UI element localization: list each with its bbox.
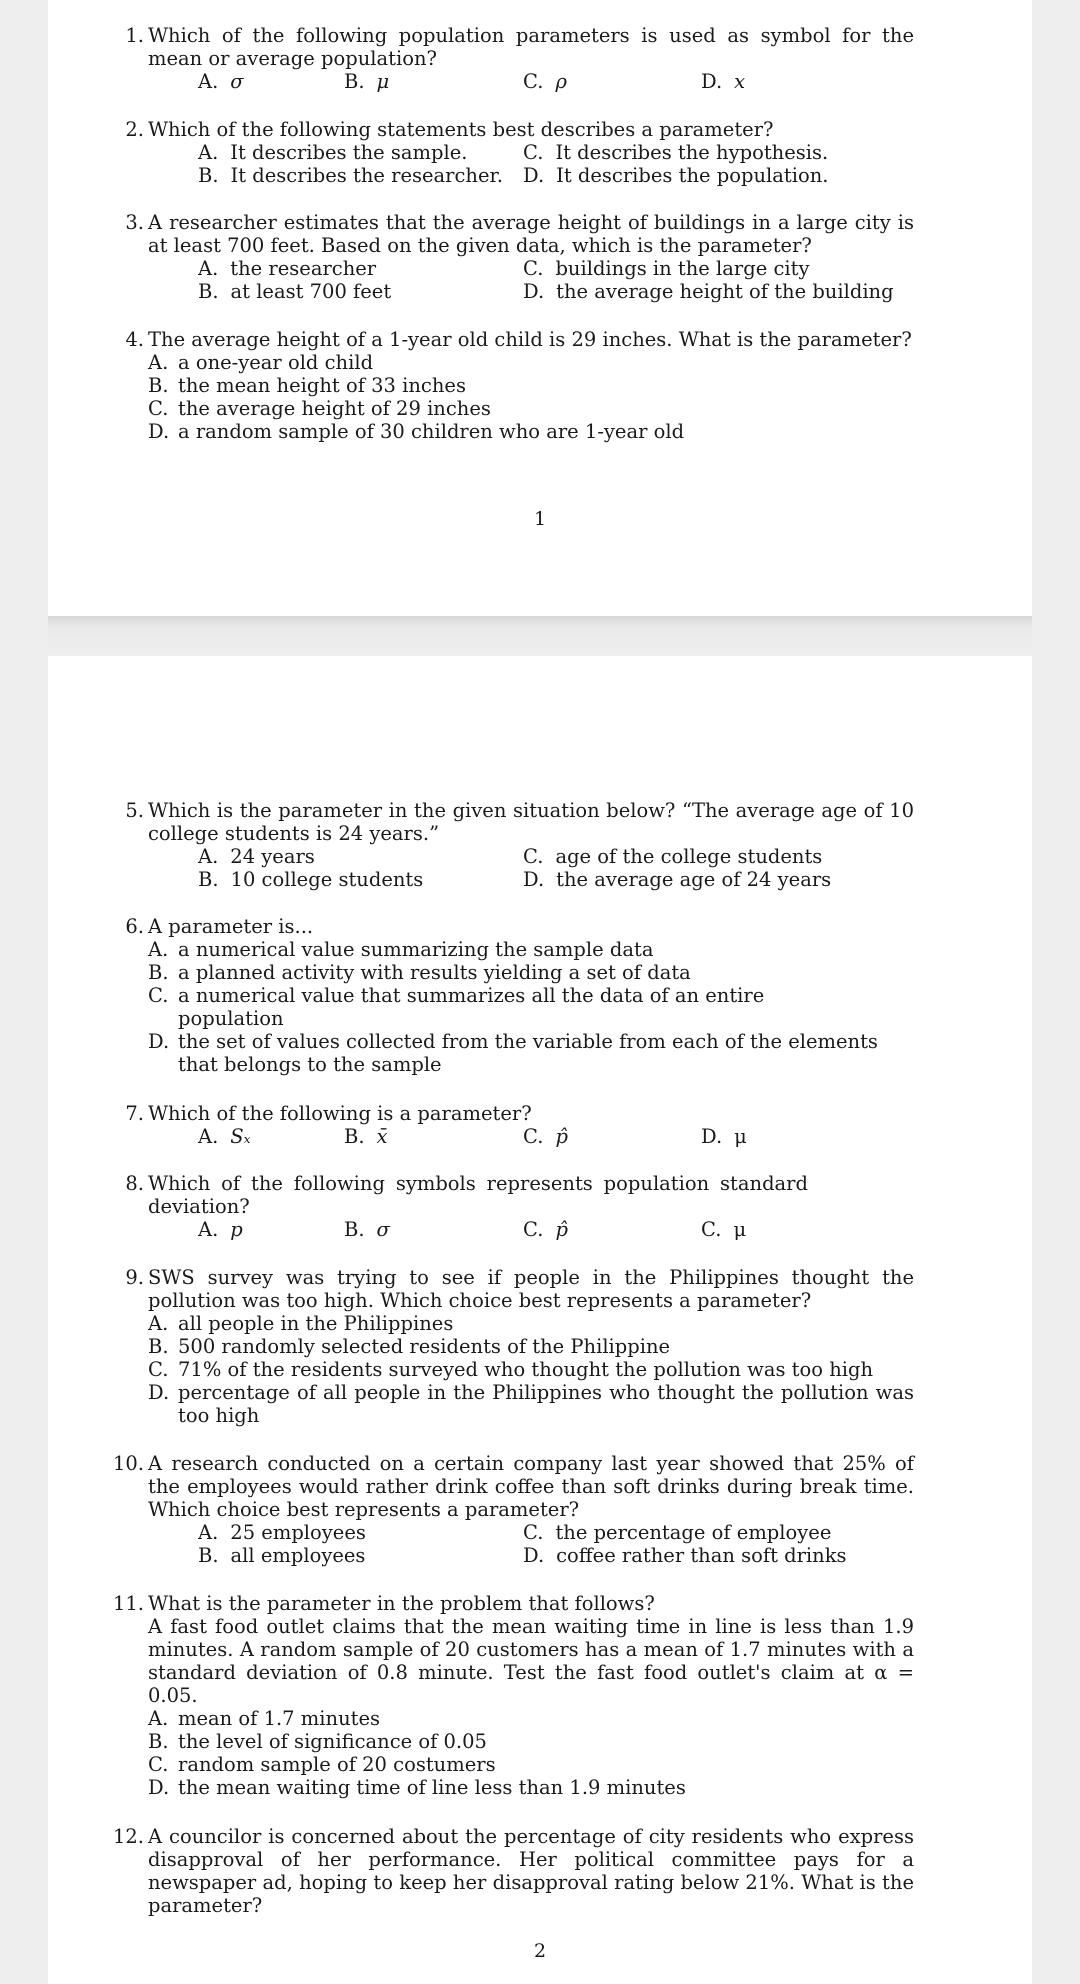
question-7: [125, 1102, 914, 1148]
option-row: [148, 868, 914, 891]
option-c[interactable]: C. 71% of the residents surveyed who thought the pollution was too high: [148, 1358, 874, 1381]
option-d[interactable]: D. percentage of all people in the Philippines who thought the pollution was too high: [148, 1381, 914, 1427]
option-d[interactable]: D. the set of values collected from the variable from each of the elements that belongs to the sample: [148, 1030, 878, 1076]
option-row: [148, 1521, 914, 1544]
option-row: [148, 1125, 914, 1148]
option-c[interactable]: C. It describes the hypothesis.: [523, 141, 829, 164]
option-row: [148, 70, 914, 93]
option-a[interactable]: A. p: [198, 1218, 243, 1241]
option-b[interactable]: B. 10 college students: [198, 868, 424, 891]
option-d[interactable]: D. the mean waiting time of line less than 1.9 minutes: [148, 1776, 686, 1799]
option-row: [148, 845, 914, 868]
option-a[interactable]: A. It describes the sample.: [198, 141, 468, 164]
question-stem: SWS survey was trying to see if people in the Philippines thought the pollution was too high. Which choice best represents a parameter?: [148, 1266, 914, 1312]
question-9: [125, 1266, 914, 1427]
option-row: [148, 280, 914, 303]
question-number: 11.: [112, 1592, 144, 1615]
option-row: [148, 1544, 914, 1567]
page-number: 2: [533, 1940, 547, 1962]
option-a[interactable]: A. a one-year old child: [148, 351, 374, 374]
option-c[interactable]: C. age of the college students: [523, 845, 823, 868]
option-a[interactable]: A. all people in the Philippines: [148, 1312, 454, 1335]
option-c[interactable]: C. p̂: [523, 1218, 568, 1241]
question-number: 2.: [125, 118, 144, 141]
problem-text: A fast food outlet claims that the mean waiting time in line is less than 1.9 minutes. A random sample of 20 customers has a mean of 1.7 minutes with a standard deviation of 0.8 minute. Test the fast food outlet's claim at α = 0.05.: [148, 1615, 914, 1707]
question-stem: Which is the parameter in the given situation below? “The average age of 10 college students is 24 years.”: [148, 799, 914, 845]
option-d[interactable]: D. a random sample of 30 children who are 1-year old: [148, 420, 685, 443]
option-d[interactable]: D. coffee rather than soft drinks: [523, 1544, 847, 1567]
option-a[interactable]: A. 25 employees: [198, 1521, 366, 1544]
option-d[interactable]: D. μ: [701, 1125, 747, 1148]
option-a[interactable]: A. 24 years: [198, 845, 315, 868]
option-row: [148, 257, 914, 280]
option-d[interactable]: C. μ: [701, 1218, 747, 1241]
question-1: [125, 24, 914, 93]
option-c[interactable]: C. the percentage of employee: [523, 1521, 832, 1544]
question-stem: A research conducted on a certain company last year showed that 25% of the employees would rather drink coffee than soft drinks during break time. Which choice best represents a parameter?: [148, 1452, 914, 1521]
option-b[interactable]: B. x̄: [344, 1125, 388, 1148]
question-number: 3.: [125, 211, 144, 234]
option-b[interactable]: B. at least 700 feet: [198, 280, 392, 303]
question-stem: Which of the following population parameters is used as symbol for the mean or average population?: [148, 24, 914, 70]
question-stem: What is the parameter in the problem that follows?: [148, 1592, 655, 1615]
option-a[interactable]: A. the researcher: [198, 257, 377, 280]
option-a[interactable]: A. σ: [198, 70, 244, 93]
option-a[interactable]: A. mean of 1.7 minutes: [148, 1707, 381, 1730]
question-6: [125, 915, 914, 1076]
question-2: [125, 118, 914, 187]
option-c[interactable]: C. buildings in the large city: [523, 257, 810, 280]
option-b[interactable]: B. 500 randomly selected residents of the Philippine: [148, 1335, 671, 1358]
option-d[interactable]: D. the average height of the building: [523, 280, 894, 303]
option-d[interactable]: D. x: [701, 70, 746, 93]
question-number: 1.: [125, 24, 144, 47]
question-number: 10.: [112, 1452, 144, 1475]
question-12: [112, 1825, 914, 1917]
option-b[interactable]: B. a planned activity with results yielding a set of data: [148, 961, 691, 984]
option-a[interactable]: A. a numerical value summarizing the sample data: [148, 938, 654, 961]
question-stem: Which of the following symbols represents population standard deviation?: [148, 1172, 808, 1218]
question-number: 7.: [125, 1102, 144, 1125]
option-b[interactable]: B. μ: [344, 70, 390, 93]
question-stem: Which of the following is a parameter?: [148, 1102, 532, 1125]
option-a[interactable]: A. Sₓ: [198, 1125, 251, 1148]
question-number: 6.: [125, 915, 144, 938]
question-number: 8.: [125, 1172, 144, 1195]
option-d[interactable]: D. It describes the population.: [523, 164, 829, 187]
option-c[interactable]: C. the average height of 29 inches: [148, 397, 491, 420]
option-b[interactable]: B. the level of significance of 0.05: [148, 1730, 487, 1753]
question-stem: A parameter is...: [148, 915, 314, 938]
question-number: 12.: [112, 1825, 144, 1848]
question-stem: The average height of a 1-year old child is 29 inches. What is the parameter?: [148, 328, 912, 351]
option-c[interactable]: C. a numerical value that summarizes all the data of an entire population: [148, 984, 765, 1030]
question-11: [112, 1592, 914, 1799]
option-b[interactable]: B. It describes the researcher.: [198, 164, 503, 187]
question-4: [125, 328, 914, 443]
question-number: 4.: [125, 328, 144, 351]
option-row: [148, 164, 914, 187]
question-number: 9.: [125, 1266, 144, 1289]
option-row: [148, 141, 914, 164]
question-8: [125, 1172, 914, 1241]
option-b[interactable]: B. the mean height of 33 inches: [148, 374, 466, 397]
page-number: 1: [533, 508, 547, 530]
option-c[interactable]: C. ρ: [523, 70, 567, 93]
question-5: [125, 799, 914, 891]
option-b[interactable]: B. σ: [344, 1218, 390, 1241]
question-3: [125, 211, 914, 303]
question-number: 5.: [125, 799, 144, 822]
page-gap: [48, 616, 1032, 656]
option-row: [148, 1218, 914, 1241]
question-stem: A councilor is concerned about the percentage of city residents who express disapproval of her performance. Her political committee pays for a newspaper ad, hoping to keep her disapproval rating below 21%. What is the parameter?: [148, 1825, 914, 1917]
question-stem: A researcher estimates that the average height of buildings in a large city is at least 700 feet. Based on the given data, which is the parameter?: [148, 211, 914, 257]
option-c[interactable]: C. p̂: [523, 1125, 568, 1148]
question-10: [112, 1452, 914, 1567]
option-d[interactable]: D. the average age of 24 years: [523, 868, 832, 891]
option-b[interactable]: B. all employees: [198, 1544, 366, 1567]
option-c[interactable]: C. random sample of 20 costumers: [148, 1753, 496, 1776]
question-stem: Which of the following statements best describes a parameter?: [148, 118, 774, 141]
